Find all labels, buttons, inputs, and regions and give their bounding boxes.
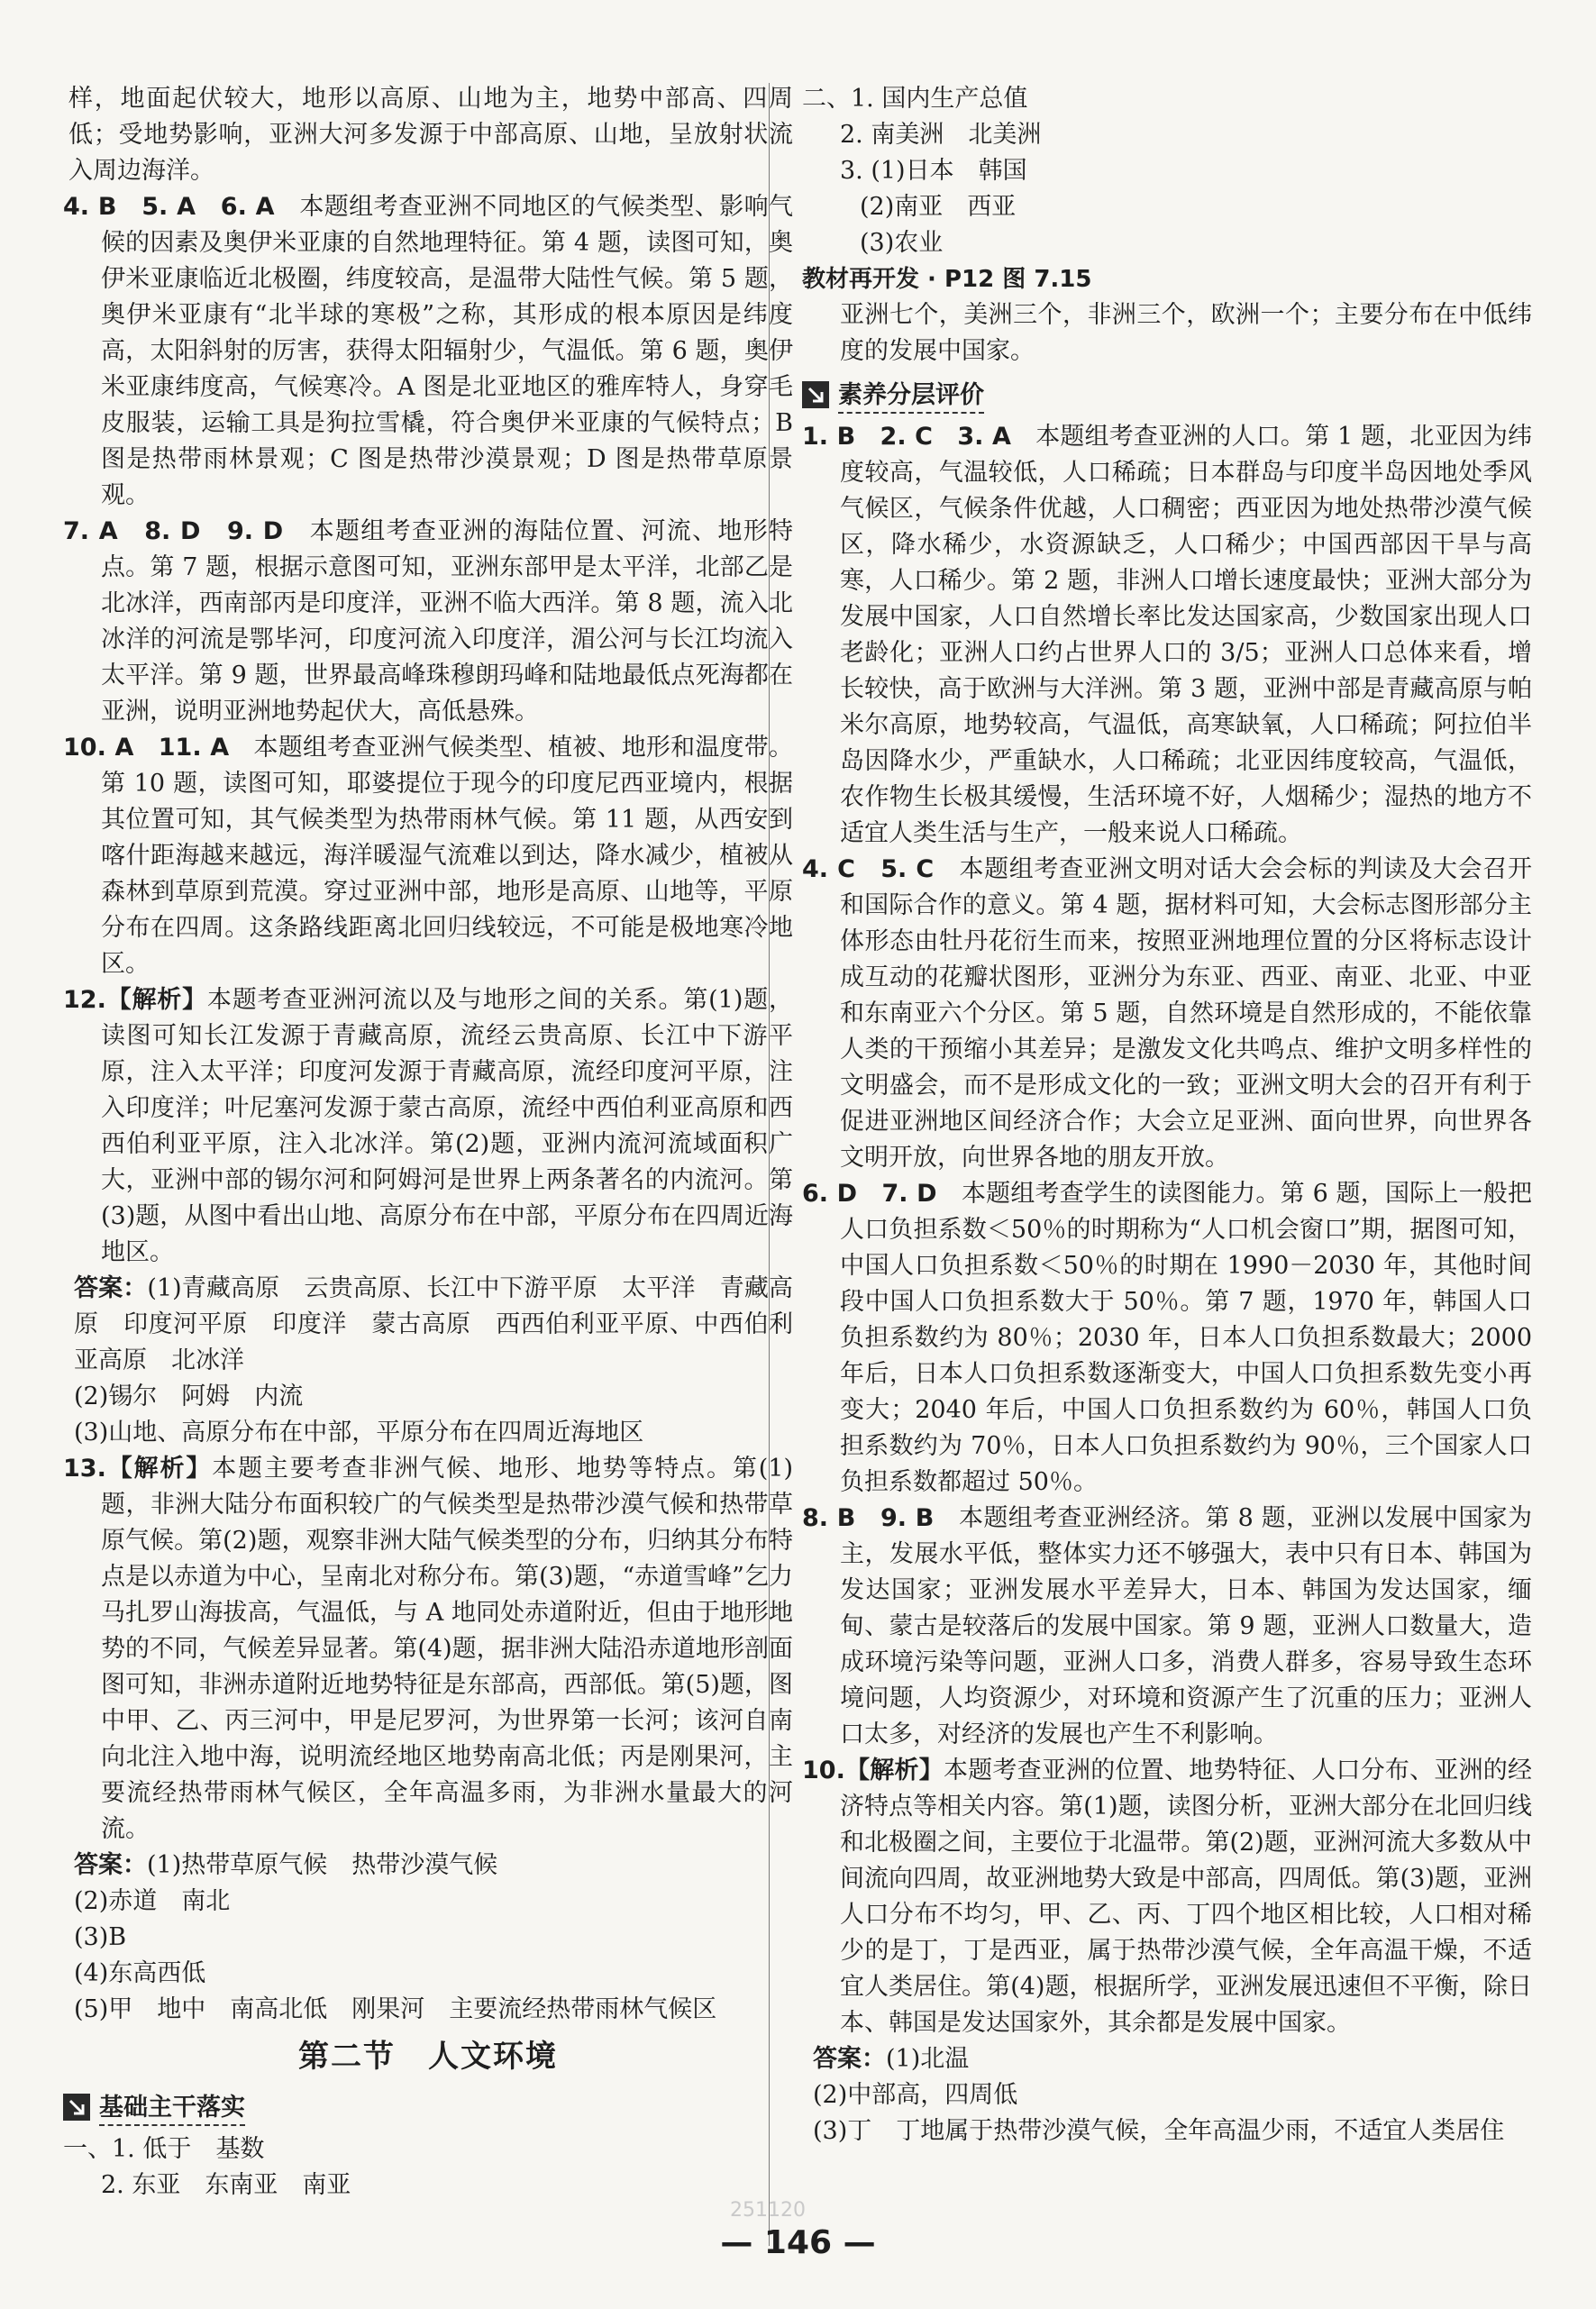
right-column	[802, 81, 1532, 2149]
answer-line	[63, 1848, 793, 1884]
answer-tag: 答案：	[813, 2045, 886, 2073]
watermark-code: 251120	[730, 2199, 806, 2222]
explanation: 本题组考查亚洲经济。第 8 题，亚洲以发展中国家为主，发展水平低，整体实力还不够强大，表中只有日本、韩国为发达国家；亚洲发展水平差异大，日本、韩国为发达国家，缅甸、蒙古是较落后的发展中国家。第 9 题，亚洲人口数量大，造成环境污染等问题，亚洲人口多，消费人群多，容易导致生态环境问题，人均资源少，对环境和资源产生了沉重的压力；亚洲人口太多，对经济的发展也产生不利影响。	[840, 1504, 1533, 1748]
question-number: 13.	[63, 1455, 106, 1483]
answer-item-13	[63, 1451, 793, 1848]
answer-item-4-5	[802, 852, 1532, 1176]
analysis-tag: 【解析】	[844, 1757, 944, 1784]
arrow-icon	[63, 2094, 90, 2121]
answer-item-6-7	[802, 1176, 1532, 1501]
left-column	[63, 81, 793, 2204]
answer-line: (4)东高西低	[74, 1959, 206, 1987]
section-heading: 素养分层评价	[838, 375, 984, 414]
answer-item-10-11	[63, 730, 793, 982]
section-title: 第二节 人文环境	[298, 2039, 558, 2075]
answer-item-10	[802, 1753, 1532, 2041]
question-number: 10.	[802, 1757, 845, 1784]
answer-numbers: 4. C 5. C	[802, 855, 935, 883]
explanation: 本题考查亚洲河流以及与地形之间的关系。第(1)题，读图可知长江发源于青藏高原，流经云贵高原、长江中下游平原，注入太平洋；印度河发源于青藏高原，流经印度河平原，注入印度洋；叶尼塞河发源于蒙古高原，流经中西伯利亚高原和西西伯利亚平原，注入北冰洋。第(2)题，亚洲内流河流域面积广大，亚洲中部的锡尔河和阿姆河是世界上两条著名的内流河。第(3)题，从图中看出山地、高原分布在中部，平原分布在四周近海地区。	[101, 986, 794, 1266]
answer-item-8-9	[802, 1501, 1532, 1753]
answer-tag: 答案：	[74, 1851, 147, 1879]
answer-line: 一、1. 低于 基数	[63, 2135, 265, 2163]
question-number: 12.	[63, 986, 106, 1014]
analysis-tag: 【解析】	[105, 986, 207, 1014]
explanation: 本题主要考查非洲气候、地形、地势等特点。第(1)题，非洲大陆分布面积较广的气候类型是热带沙漠气候和热带草原气候。第(2)题，观察非洲大陆气候类型的分布，归纳其分布特点是以赤道为中心，呈南北对称分布。第(3)题，“赤道雪峰”乞力马扎罗山海拔高，气温低，与 A 地同处赤道附近，但由于地形地势的不同，气候差异显著。第(4)题，据非洲大陆沿赤道地形剖面图可知，非洲赤道附近地势特征是东部高，西部低。第(5)题，图中甲、乙、丙三河中，甲是尼罗河，为世界第一长河；该河自南向北注入地中海，说明流经地区地势南高北低；丙是刚果河，主要流经热带雨林气候区，全年高温多雨，为非洲水量最大的河流。	[101, 1455, 793, 1843]
explanation: 本题组考查亚洲的海陆位置、河流、地形特点。第 7 题，根据示意图可知，亚洲东部甲是太平洋，北部乙是北冰洋，西南部丙是印度洋，亚洲不临大西洋。第 8 题，流入北冰洋的河流是鄂毕河，印度河流入印度洋，湄公河与长江均流入太平洋。第 9 题，世界最高峰珠穆朗玛峰和陆地最低点死海都在亚洲，说明亚洲地势起伏大，高低悬殊。	[101, 517, 793, 726]
explanation: 本题考查亚洲的位置、地势特征、人口分布、亚洲的经济特点等相关内容。第(1)题，读图分析，亚洲大部分在北回归线和北极圈之间，主要位于北温带。第(2)题，亚洲河流大多数从中间流向四周，故亚洲地势大致是中部高，四周低。第(3)题，亚洲人口分布不均匀，甲、乙、丙、丁四个地区相比较，人口相对稀少的是丁，丁是西亚，属于热带沙漠气候，全年高温干燥，不适宜人类居住。第(4)题，根据所学，亚洲发展迅速但不平衡，除日本、韩国是发达国家外，其余都是发展中国家。	[840, 1757, 1533, 2037]
answer-line: (3)山地、高原分布在中部，平原分布在四周近海地区	[74, 1419, 644, 1447]
arrow-icon	[802, 381, 829, 408]
explanation: 本题组考查亚洲文明对话大会会标的判读及大会召开和国际合作的意义。第 4 题，据材料可知，大会标志图形部分主体形态由牡丹花衍生而来，按照亚洲地理位置的分区将标志设计成互动的花瓣状图形，亚洲分为东亚、西亚、南亚、北亚、中亚和东南亚六个分区。第 5 题，自然环境是自然形成的，不能依靠人类的干预缩小其差异；是激发文化共鸣点、维护文明多样性的文明盛会，而不是形成文化的一致；亚洲文明大会的召开有利于促进亚洲地区间经济合作；大会立足亚洲、面向世界，向世界各文明开放，向世界各地的朋友开放。	[840, 855, 1532, 1172]
literacy-section-header	[802, 375, 1532, 414]
answer-line: (5)甲 地中 南高北低 刚果河 主要流经热带雨林气候区	[74, 1995, 717, 2023]
answer-numbers: 4. B 5. A 6. A	[63, 193, 275, 221]
analysis-tag: 【解析】	[105, 1455, 213, 1483]
answer-item-12	[63, 982, 793, 1271]
answer-line: 3. (1)日本 韩国	[840, 157, 1027, 185]
answer-line: 二、1. 国内生产总值	[802, 85, 1028, 113]
answer-item-1-3	[802, 419, 1532, 852]
answer-text: (1)热带草原气候 热带沙漠气候	[147, 1851, 498, 1879]
explanation: 本题组考查学生的读图能力。第 6 题，国际上一般把人口负担系数＜50％的时期称为“人口机会窗口”期，据图可知，中国人口负担系数＜50％的时期在 1990－2030 年，其他时间段中国人口负担系数大于 50％。第 7 题，1970 年，韩国人口负担系数约为 80％；2030 年，日本人口负担系数最大；2000 年后，日本人口负担系数逐渐变大，中国人口负担系数先变小再变大；2040 年后，中国人口负担系数约为 60％，韩国人口负担系数约为 70％，日本人口负担系数约为 90％，三个国家人口负担系数都超过 50％。	[840, 1180, 1532, 1496]
answer-numbers: 10. A 11. A	[63, 734, 230, 762]
section-heading: 基础主干落实	[99, 2087, 245, 2126]
answer-numbers: 8. B 9. B	[802, 1504, 935, 1532]
answer-numbers: 6. D 7. D	[802, 1180, 937, 1208]
answer-line: (3)B	[74, 1923, 127, 1951]
explanation: 本题组考查亚洲气候类型、植被、地形和温度带。第 10 题，读图可知，耶婆提位于现今的印度尼西亚境内，根据其位置可知，其气候类型为热带雨林气候。第 11 题，从西安到喀什距海越来越远，海洋暖湿气流难以到达，降水减少，植被从森林到草原到荒漠。穿过亚洲中部，地形是高原、山地等，平原分布在四周。这条路线距离北回归线较远，不可能是极地寒冷地区。	[101, 734, 793, 978]
page-number: — 146 —	[720, 2224, 876, 2261]
answer-line: (3)农业	[860, 229, 944, 257]
answer-line: 2. 东亚 东南亚 南亚	[101, 2171, 351, 2199]
answer-numbers: 1. B 2. C 3. A	[802, 423, 1011, 451]
answer-numbers: 7. A 8. D 9. D	[63, 517, 284, 545]
answer-line: (2)锡尔 阿姆 内流	[74, 1383, 304, 1410]
answer-text: (1)北温	[886, 2045, 970, 2073]
reprise-answer: 亚洲七个，美洲三个，非洲三个，欧洲一个；主要分布在中低纬度的发展中国家。	[840, 301, 1532, 365]
paragraph: 样，地面起伏较大，地形以高原、山地为主，地势中部高、四周低；受地势影响，亚洲大河多发源于中部高原、山地，呈放射状流入周边海洋。	[68, 85, 793, 185]
answer-item-4-6	[63, 189, 793, 514]
textbook-reprise-label: 教材再开发 · P12 图 7.15	[802, 266, 1092, 293]
answer-line: (3)丁 丁地属于热带沙漠气候，全年高温少雨，不适宜人类居住	[813, 2117, 1505, 2145]
answer-item-7-9	[63, 514, 793, 730]
explanation: 本题组考查亚洲的人口。第 1 题，北亚因为纬度较高，气温较低，人口稀疏；日本群岛与印度半岛因地处季风气候区，气候条件优越，人口稠密；西亚因为地处热带沙漠气候区，降水稀少，水资源缺乏，人口稀少；中国西部因干旱与高寒，人口稀少。第 2 题，非洲人口增长速度最快；亚洲大部分为发展中国家，人口自然增长率比发达国家高，少数国家出现人口老龄化；亚洲人口约占世界人口的 3/5；亚洲人口总体来看，增长较快，高于欧洲与大洋洲。第 3 题，亚洲中部是青藏高原与帕米尔高原，地势较高，气温低，高寒缺氧，人口稀疏；阿拉伯半岛因降水少，严重缺水，人口稀疏；北亚因纬度较高，气温低，农作物生长极其缓慢，生活环境不好，人烟稀少；湿热的地方不适宜人类生活与生产，一般来说人口稀疏。	[840, 423, 1533, 847]
answer-line: (2)赤道 南北	[74, 1887, 231, 1915]
answer-line: (2)南亚 西亚	[860, 193, 1017, 221]
explanation: 本题组考查亚洲不同地区的气候类型、影响气候的因素及奥伊米亚康的自然地理特征。第 4 题，读图可知，奥伊米亚康临近北极圈，纬度较高，是温带大陆性气候。第 5 题，奥伊米亚康有“北半球的寒极”之称，其形成的根本原因是纬度高，太阳斜射的厉害，获得太阳辐射少，气温低。第 6 题，奥伊米亚康纬度高，气候寒冷。A 图是北亚地区的雅库特人，身穿毛皮服装，运输工具是狗拉雪橇，符合奥伊米亚康的气候特点；B 图是热带雨林景观；C 图是热带沙漠景观；D 图是热带草原景观。	[101, 193, 794, 509]
answer-line: 2. 南美洲 北美洲	[840, 121, 1042, 149]
answer-line: (2)中部高，四周低	[813, 2081, 1018, 2109]
answer-line	[802, 2041, 1532, 2077]
basic-section-header	[63, 2087, 793, 2126]
answer-tag: 答案：	[74, 1274, 148, 1302]
answer-line	[63, 1271, 793, 1379]
answer-text: (1)青藏高原 云贵高原、长江中下游平原 太平洋 青藏高原 印度河平原 印度洋 蒙古高原 西西伯利亚平原、中西伯利亚高原 北冰洋	[74, 1274, 793, 1374]
